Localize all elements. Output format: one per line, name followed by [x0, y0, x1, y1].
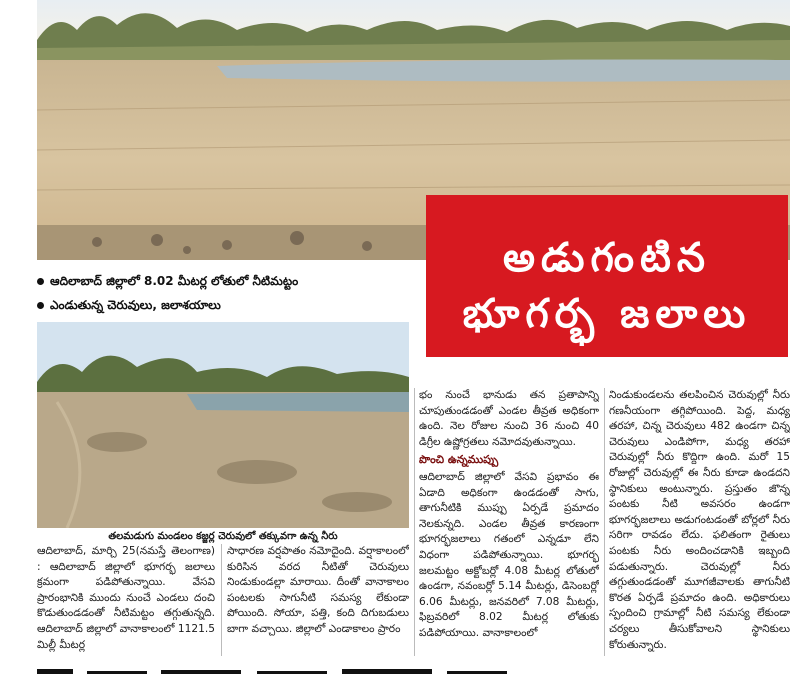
subheading: పొంచి ఉన్నముప్పు — [419, 453, 499, 467]
lake-illustration — [37, 322, 409, 528]
article-column-3 — [419, 388, 599, 656]
article-column-2 — [227, 544, 409, 656]
headline-line1: అడుగంటిన — [503, 235, 711, 281]
column-divider — [604, 388, 605, 656]
column-1-text: ఆదిలాబాద్, మార్చి 25(నమస్తే తెలంగాణ) : ఆదిలాబాద్ జిల్లాలో భూగర్భ జలాలు క్రమంగా పడిపోతున్నాయి. వేసవి ప్రారంభానికి ముందు నుంచే ఎండలు దంచి కొడుతుండడంతో నీటిమట్టం తగ్గుతున్నది. ఆదిలాబాద్ జిల్లాలో వానాకాలంలో 1121.5 మిల్లీ మీటర్ల — [37, 545, 215, 651]
column-3-para-2: ఆదిలాబాద్ జిల్లాలో వేసవి ప్రభావం ఈ ఏడాది అధికంగా ఉండడంతో సాగు, తాగునీటికి ముప్పు ఏర్పడే ప్రమాదం నెలకున్నది. ఎండల తీవ్రత కారణంగా భూగర్భజలాలు గతంలో ఎన్నడూ లేని విధంగా పడిపోతున్నాయి. భూగర్భ జలమట్టం అక్టోబర్లో 4.08 మీటర్ల లోతులో ఉండగా, నవంబర్లో 5.14 మీటర్లు, డిసెంబర్లో 6.06 మీటర్లు, జనవరిలో 7.08 మీటర్లు, ఫిబ్రవరిలో 8.02 మీటర్ల లోతుకు పడిపోయాయి. వానాకాలంలో — [419, 470, 599, 639]
headline-line2: భూగర్భ జలాలు — [462, 291, 752, 337]
bullet-text: ఎండుతున్న చెరువులు, జలాశయాలు — [50, 298, 221, 312]
article-column-1 — [37, 544, 215, 656]
headline-box — [426, 195, 788, 357]
next-headline-shapes — [37, 665, 790, 674]
bullet-text: ఆదిలాబాద్ జిల్లాలో 8.02 మీటర్ల లోతులో నీటిమట్టం — [50, 274, 299, 288]
bullet-dot-icon — [37, 278, 44, 285]
article-column-4 — [609, 388, 790, 656]
column-3-para-1: భం నుంచే భానుడు తన ప్రతాపాన్ని చూపుతుండడంతో ఎండల తీవ్రత అధికంగా ఉంది. నెల రోజుల నుంచి 36 నుంచి 40 డిగ్రీల ఉష్ణోగ్రతలు నమోదవుతున్నాయి. — [419, 389, 599, 448]
next-headline-fragment — [37, 662, 790, 674]
bullet-point-1 — [37, 274, 298, 291]
lake-photo — [37, 322, 409, 528]
column-divider — [221, 544, 222, 656]
photo-caption: తలమడుగు మండలం కజ్జర్ల చెరువులో తక్కువగా ఉన్న నీరు — [108, 531, 338, 542]
column-2-text: సాధారణ వర్షపాతం నమోదైంది. వర్షాకాలంలో కురిసిన వరద నీటితో చెరువులు నిండుకుండల్లా మారాయి. దీంతో వానాకాలం పంటలకు సాగునీటి సమస్య లేకుండా పోయింది. సోయా, పత్తి, కంది దిగుబడులు బాగా వచ్చాయి. జిల్లాలో ఎండాకాలం ప్రారం — [227, 545, 409, 635]
bullet-point-2 — [37, 298, 221, 315]
bullet-dot-icon — [37, 302, 44, 309]
column-4-text: నిండుకుండలను తలపించిన చెరువుల్లో నీరు గణనీయంగా తగ్గిపోయింది. పెద్ద, మధ్య తరహా, చిన్న చెరువులు 482 ఉండగా చిన్న చెరువులు ఎండిపోగా, మధ్య తరహా చెరువుల్లో నీరు కొద్దిగా ఉంది. మరో 15 రోజుల్లో చెరువుల్లో ఈ నీరు కూడా ఉండదని స్థానికులు అంటున్నారు. ప్రస్తుతం జొన్న పంటకు నీటి అవసరం ఉండగా భూగర్భజలాలు అడుగంటడంతో బోర్లలో నీరు సరిగా రావడం లేదు. ఫలితంగా రైతులు పంటకు నీరు అందించడానికి ఇబ్బంది పడుతున్నారు. చెరువుల్లో నీరు తగ్గుతుండడంతో మూగజీవాలకు తాగునీటి కొరత ఏర్పడే ప్రమాదం ఉంది. అధికారులు స్పందించి గ్రామాల్లో నీటి సమస్య లేకుండా చర్యలు తీసుకోవాలని స్థానికులు కోరుతున్నారు. — [609, 389, 790, 651]
column-divider — [414, 388, 415, 656]
